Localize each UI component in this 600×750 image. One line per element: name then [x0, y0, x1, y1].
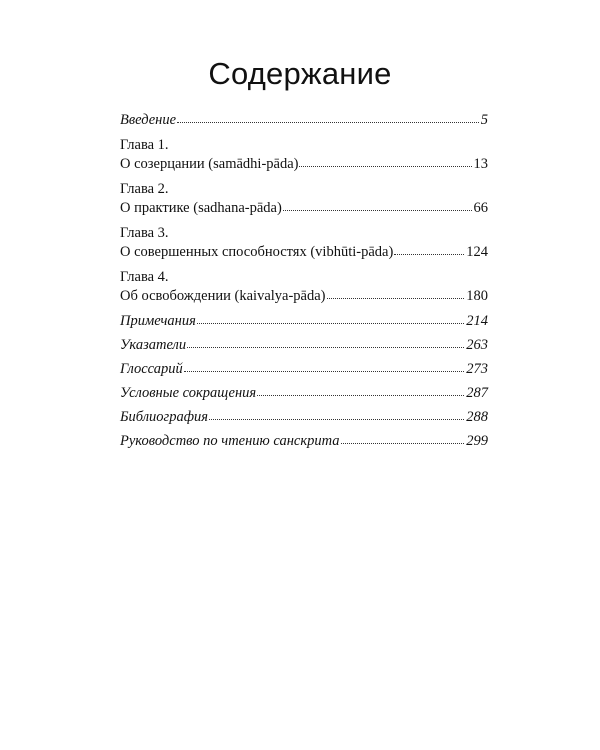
- toc-page-number: 287: [466, 385, 488, 401]
- toc-page-number: 124: [466, 244, 488, 260]
- toc-entry-label: Введение: [120, 112, 177, 128]
- toc-page-number: 263: [466, 337, 488, 353]
- toc-entry-label: Примечания: [120, 313, 196, 329]
- toc-chapter-1-heading: Глава 1.: [120, 137, 169, 153]
- toc-entry-label: О созерцании (samādhi-pāda): [120, 156, 299, 172]
- toc-entry-chapter-4[interactable]: [120, 287, 488, 306]
- toc-entry-introduction[interactable]: [120, 111, 488, 130]
- toc-entry-abbreviations[interactable]: [120, 384, 488, 403]
- toc-entry-label: О практике (sadhana-pāda): [120, 200, 282, 216]
- toc-chapter-2-heading: Глава 2.: [120, 181, 169, 197]
- toc-page-number: 288: [466, 409, 488, 425]
- toc-entry-chapter-3[interactable]: [120, 243, 488, 262]
- toc-entry-label: О совершенных способностях (vibhūti-pāda): [120, 244, 394, 260]
- toc-chapter-4-heading: Глава 4.: [120, 269, 169, 285]
- dot-leader: [209, 408, 464, 420]
- toc-entry-notes[interactable]: [120, 312, 488, 331]
- toc-page-number: 214: [466, 313, 488, 329]
- dot-leader: [184, 360, 465, 372]
- table-of-contents: [120, 111, 488, 451]
- toc-page-number: 13: [473, 156, 488, 172]
- toc-entry-label: Об освобождении (kaivalya-pāda): [120, 288, 326, 304]
- toc-entry-glossary[interactable]: [120, 360, 488, 379]
- toc-entry-label: Указатели: [120, 337, 187, 353]
- dot-leader: [197, 312, 464, 324]
- dot-leader: [341, 432, 465, 444]
- toc-chapter-3-heading: Глава 3.: [120, 225, 169, 241]
- toc-entry-label: Руководство по чтению санскрита: [120, 433, 340, 449]
- dot-leader: [394, 243, 464, 255]
- dot-leader: [327, 287, 465, 299]
- dot-leader: [187, 336, 464, 348]
- toc-entry-chapter-2[interactable]: [120, 199, 488, 218]
- toc-page-number: 299: [466, 433, 488, 449]
- toc-entry-label: Глоссарий: [120, 361, 183, 377]
- toc-page-number: 180: [466, 288, 488, 304]
- toc-entry-bibliography[interactable]: [120, 408, 488, 427]
- toc-entry-chapter-1[interactable]: [120, 155, 488, 174]
- toc-page-number: 5: [480, 112, 488, 128]
- dot-leader: [177, 111, 479, 123]
- toc-entry-label: Условные сокращения: [120, 385, 257, 401]
- dot-leader: [283, 199, 472, 211]
- dot-leader: [257, 384, 464, 396]
- toc-entry-sanskrit-guide[interactable]: [120, 432, 488, 451]
- toc-page-number: 66: [473, 200, 488, 216]
- dot-leader: [299, 155, 471, 167]
- page-title: Содержание: [208, 56, 392, 91]
- toc-entry-label: Библиография: [120, 409, 208, 425]
- toc-page-number: 273: [466, 361, 488, 377]
- toc-entry-indexes[interactable]: [120, 336, 488, 355]
